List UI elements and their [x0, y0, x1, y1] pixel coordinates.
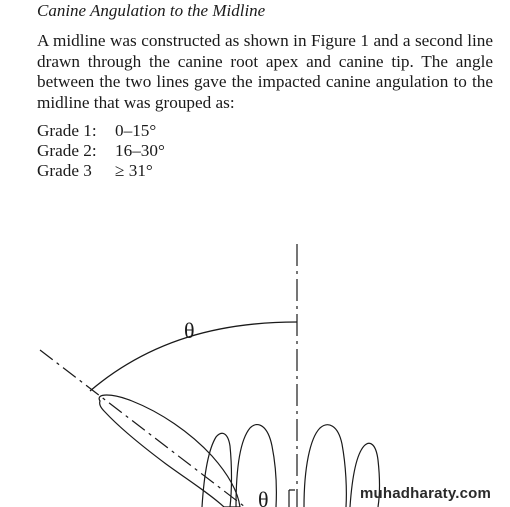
grade-range: 0–15°	[115, 121, 157, 140]
grade-range: ≥ 31°	[115, 161, 153, 180]
central-incisor-left-outline	[236, 425, 276, 507]
lateral-incisor-outline	[202, 433, 232, 507]
grade-label: Grade 2:	[37, 141, 97, 160]
canine-axis-line	[40, 350, 245, 507]
central-incisor-right-outline	[304, 425, 346, 507]
body-paragraph: A midline was constructed as shown in Figure 1 and a second line drawn through the canine root apex and canine tip. The angle between the two lines gave the impacted canine angulation to the midline that was grouped as:	[37, 31, 493, 112]
midline-bracket	[289, 490, 295, 507]
grade-label: Grade 1:	[37, 121, 97, 140]
watermark-text: muhadharaty.com	[360, 485, 492, 502]
angle-label-bottom: θ	[258, 487, 269, 507]
grade-range: 16–30°	[115, 141, 165, 160]
section-heading: Canine Angulation to the Midline	[37, 1, 266, 20]
angle-label-top: θ	[184, 318, 195, 343]
grade-label: Grade 3	[37, 161, 92, 180]
